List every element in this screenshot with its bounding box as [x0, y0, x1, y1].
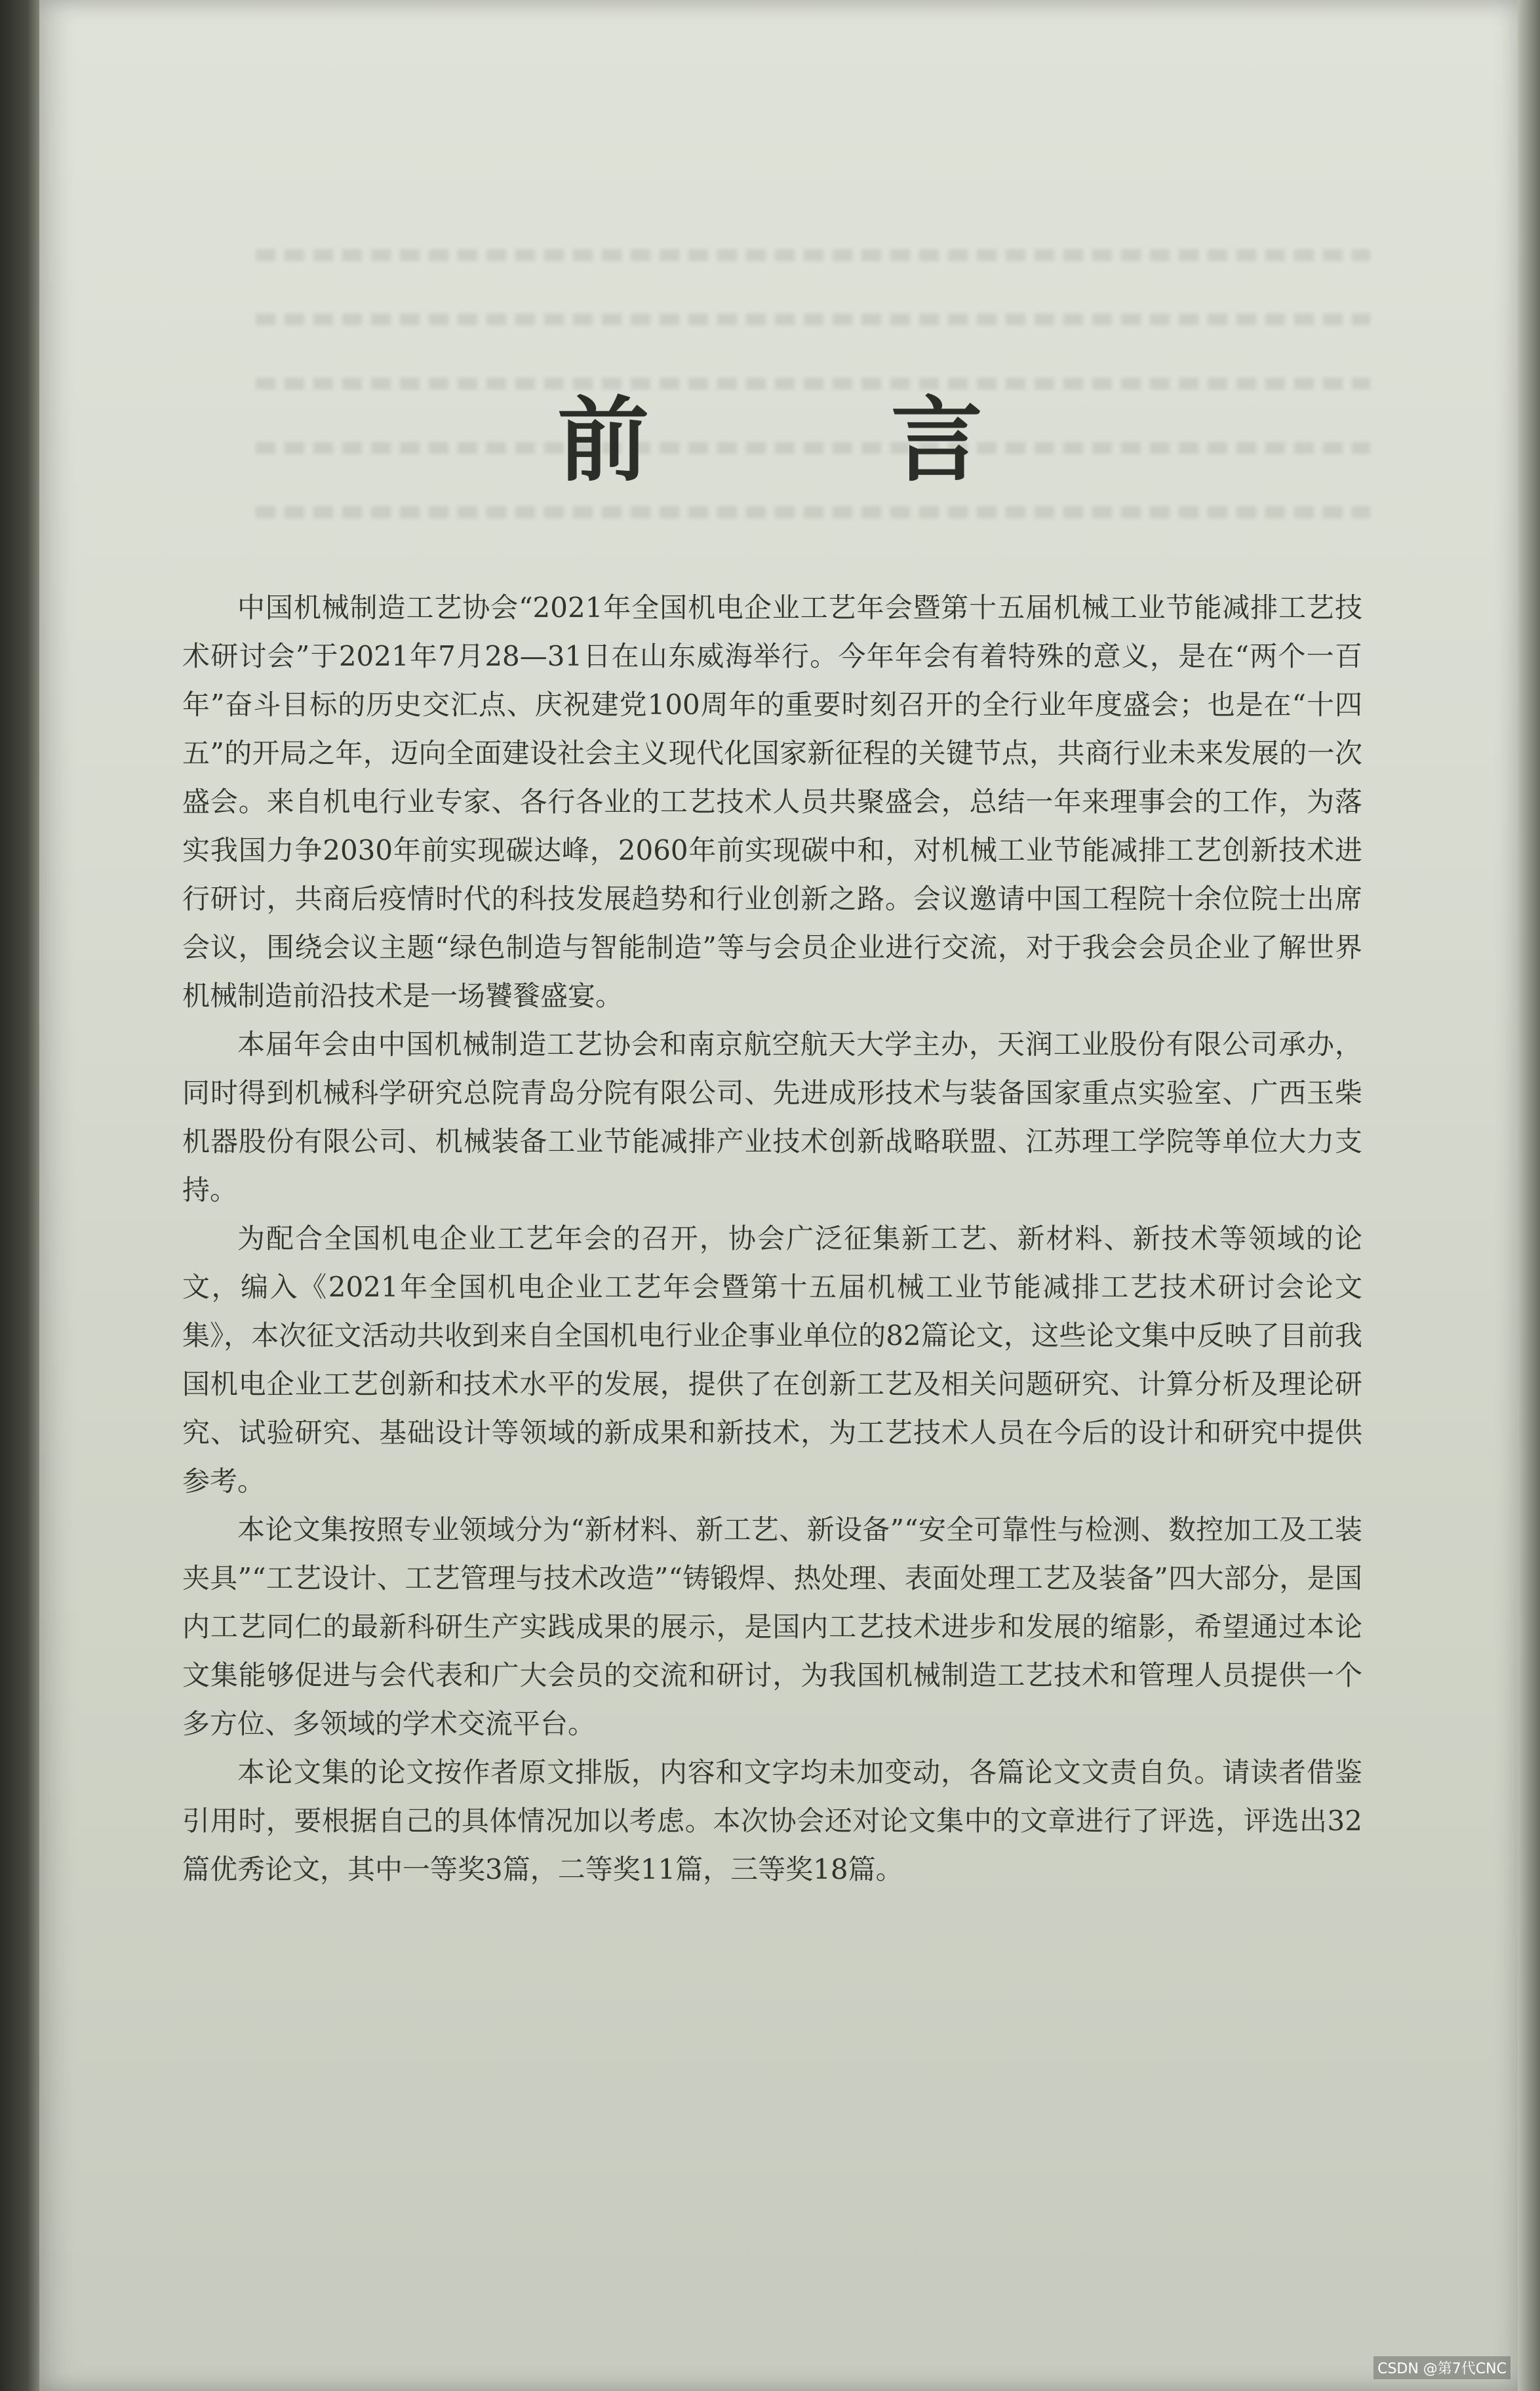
binding-shadow-right — [1515, 0, 1540, 2391]
paragraph-5: 本论文集的论文按作者原文排版，内容和文字均未加变动，各篇论文文责自负。请读者借鉴引用时，要根据自己的具体情况加以考虑。本次协会还对论文集中的文章进行了评选，评选出32篇优秀论文，其中一等奖3篇，二等奖11篇，三等奖18篇。 — [182, 1756, 1362, 1885]
paragraph-1: 中国机械制造工艺协会“2021年全国机电企业工艺年会暨第十五届机械工业节能减排工艺技术研讨会”于2021年7月28—31日在山东威海举行。今年年会有着特殊的意义，是在“两个一百年”奋斗目标的历史交汇点、庆祝建党100周年的重要时刻召开的全行业年度盛会；也是在“十四五”的开局之年，迈向全面建设社会主义现代化国家新征程的关键节点，共商行业未来发展的一次盛会。来自机电行业专家、各行各业的工艺技术人员共聚盛会，总结一年来理事会的工作，为落实我国力争2030年前实现碳达峰，2060年前实现碳中和，对机械工业节能减排工艺创新技术进行研讨，共商后疫情时代的科技发展趋势和行业创新之路。会议邀请中国工程院十余位院士出席会议，围绕会议主题“绿色制造与智能制造”等与会员企业进行交流，对于我会会员企业了解世界机械制造前沿技术是一场饕餮盛宴。 — [182, 592, 1362, 1012]
watermark: CSDN @第7代CNC — [1373, 2356, 1510, 2379]
paragraph-4: 本论文集按照专业领域分为“新材料、新工艺、新设备”“安全可靠性与检测、数控加工及工装夹具”“工艺设计、工艺管理与技术改造”“铸锻焊、热处理、表面处理工艺及装备”四大部分，是国内工艺同仁的最新科研生产实践成果的展示，是国内工艺技术进步和发展的缩影，希望通过本论文集能够促进与会代表和广大会员的交流和研讨，为我国机械制造工艺技术和管理人员提供一个多方位、多领域的学术交流平台。 — [182, 1514, 1362, 1740]
paragraph-3: 为配合全国机电企业工艺年会的召开，协会广泛征集新工艺、新材料、新技术等领域的论文，编入《2021年全国机电企业工艺年会暨第十五届机械工业节能减排工艺技术研讨会论文集》，本次征文活动共收到来自全国机电行业企事业单位的82篇论文，这些论文集中反映了目前我国机电企业工艺创新和技术水平的发展，提供了在创新工艺及相关问题研究、计算分析及理论研究、试验研究、基础设计等领域的新成果和新技术，为工艺技术人员在今后的设计和研究中提供参考。 — [182, 1222, 1362, 1497]
page-title: 前 言 — [557, 388, 1088, 494]
preface-body — [182, 584, 1362, 1894]
paragraph-2: 本届年会由中国机械制造工艺协会和南京航空航天大学主办，天润工业股份有限公司承办，同时得到机械科学研究总院青岛分院有限公司、先进成形技术与装备国家重点实验室、广西玉柴机器股份有限公司、机械装备工业节能减排产业技术创新战略联盟、江苏理工学院等单位大力支持。 — [182, 1028, 1362, 1206]
